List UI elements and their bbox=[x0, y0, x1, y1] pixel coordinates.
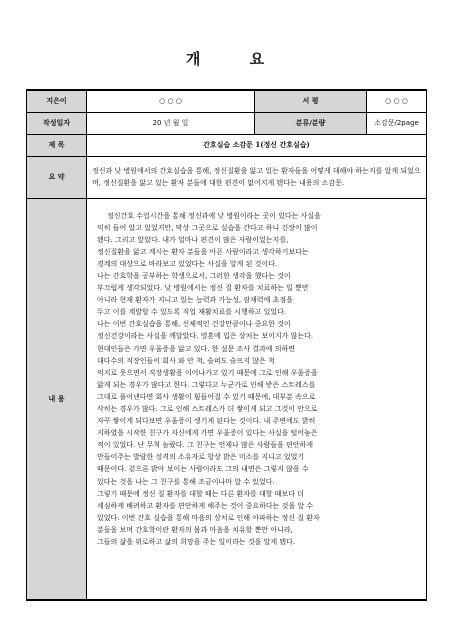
content-line: 나는 간호학을 공부하는 학생으로서, 그러한 생각을 했다는 것이 bbox=[97, 271, 291, 280]
content-line: 그렇기 때문에 정신 질 환자를 대할 때는 다른 환자를 대할 때보다 더 bbox=[97, 489, 305, 498]
content-line: 그대로 풀어낸다면 회사 생활이 힘들어질 수 있기 때문에, 대부분 속으로 bbox=[97, 392, 316, 401]
content-line: 있었다. 이번 간호 실습을 통해 마음의 상처로 인해 아파하는 정신 질 환자 bbox=[97, 513, 320, 522]
content-line: 됐다. 그리고 앞았다. 내가 얼마나 편견이 많은 사람이었는지를, bbox=[97, 235, 289, 244]
content-line: 정신건강이라는 사실을 깨달았다. 영혼에 입은 상처는 보이지가 않는다. bbox=[97, 332, 314, 341]
author-value: ○ ○ ○ bbox=[87, 90, 255, 112]
content-line: 만들어주는 발랄한 성격의 소유자로 항상 밝은 미소를 지니고 있었기 bbox=[97, 453, 305, 462]
content-line: 나는 이번 간호실습을 통해, 신체적인 건강만큼이나 중요한 것이 bbox=[97, 320, 291, 329]
page-title: 개 요 bbox=[185, 50, 287, 68]
content-line: 억지로 웃으면서 직장생활을 이어나가고 있기 때문에 그로 인해 우울증을 bbox=[97, 368, 318, 377]
content-body bbox=[87, 198, 427, 600]
content-line: 그들의 삶을 위로하고 삶의 희망을 주는 일이라는 것을 알게 됐다. bbox=[97, 538, 296, 547]
summary-label: 요 약 bbox=[27, 156, 87, 198]
content-line: 삭히는 경우가 많다. 그로 인해 스트레스가 더 쌓이게 되고 그것이 안으로 bbox=[97, 405, 318, 413]
content-line: 지하였을 시작한 친구가 자신에게 가면 우울증이 있다는 사실을 털어놓은 bbox=[97, 429, 318, 438]
subject-label: 제 목 bbox=[27, 134, 87, 156]
content-text bbox=[97, 210, 419, 549]
date-label: 작성일자 bbox=[27, 112, 87, 134]
author-label: 지은이 bbox=[27, 90, 87, 112]
date-value: 20 년 월 일 bbox=[87, 112, 255, 134]
summary-value: 정신과 낮 병원에서의 간호실습을 통해, 정신질환을 앓고 있는 환자들을 어떻게 대해야 하는지를 알게 되었으며, 정신질환을 앓고 있는 환자 분들에 대한 편견이 없어지게 됐다는 내용의 소감문. bbox=[87, 156, 427, 198]
content-line: 두고 이를 계발할 수 있도록 직업 재활치료를 시행하고 있었다. bbox=[97, 308, 287, 317]
subject-value: 간호실습 소감문 1(정신 간호실습) bbox=[87, 134, 427, 156]
review-label: 서 평 bbox=[255, 90, 367, 112]
report-info-table bbox=[26, 89, 427, 601]
content-line: 부끄럽게 생각되었다. 낮 병원에서는 정신 질 환자를 치료하는 일 뿐만 bbox=[97, 284, 309, 293]
content-line: 있다는 것을 나는 그 친구를 통해 조금이나마 알 수 있었다. bbox=[97, 477, 275, 486]
category-value: 소감문/2page bbox=[367, 112, 427, 134]
review-value: ○ ○ ○ bbox=[367, 90, 427, 112]
content-line: 현대인들은 가면 우울증을 앓고 있다. 한 설문 조사 결과에 의하면 bbox=[97, 344, 296, 353]
category-label: 분류/분량 bbox=[255, 112, 367, 134]
content-line: 대다수의 직장인들이 회사 와 안 척, 슬퍼도 슬프지 않은 척 bbox=[97, 356, 275, 365]
content-line: 적이 있었다. 난 무척 놀랐다. 그 친구는 언제나 많은 사람들을 편안하게 bbox=[97, 441, 314, 450]
content-line: 아니라 현재 환자가 지니고 있는 능력과 가능성, 잠재력에 초점을 bbox=[97, 296, 293, 305]
content-line: 분들을 보며 간호학이란 환자의 몸과 마음을 치유할 뿐만 아니라, bbox=[97, 525, 293, 534]
content-line: 앓게 되는 경우가 많다고 한다. 그렇다고 누군가로 인해 받은 스트레스를 bbox=[97, 380, 316, 389]
content-line: 정신질환을 앓고 계시는 환자 분들을 아픈 사람이라고 생각하기보다는 bbox=[97, 247, 309, 256]
content-line: 때문이다. 겉으론 밝아 보이는 사람이라도 그의 내면은 그렇지 않을 수 bbox=[97, 465, 309, 474]
content-line: 정신간호 수업시간을 통해 정신과에 낮 병원이라는 곳이 있다는 사실을 bbox=[107, 211, 321, 220]
content-line: 세심하게 배려하고 환자를 편안하게 해주는 것이 중요하다는 것을 알 수 bbox=[97, 501, 314, 510]
content-line: 경계의 대상으로 바라보고 있었다는 사실을 알게 된 것이다. bbox=[97, 259, 278, 268]
content-line: 익히 들어 알고 있었지만, 막상 그곳으로 실습을 간다고 하니 긴장이 많이 bbox=[97, 223, 318, 232]
content-line: 자꾸 쌓이게 되다보면 우울증이 생기게 된다는 것이다. 내 주변에도 밝히 bbox=[97, 417, 316, 426]
content-label: 내 용 bbox=[27, 198, 87, 600]
